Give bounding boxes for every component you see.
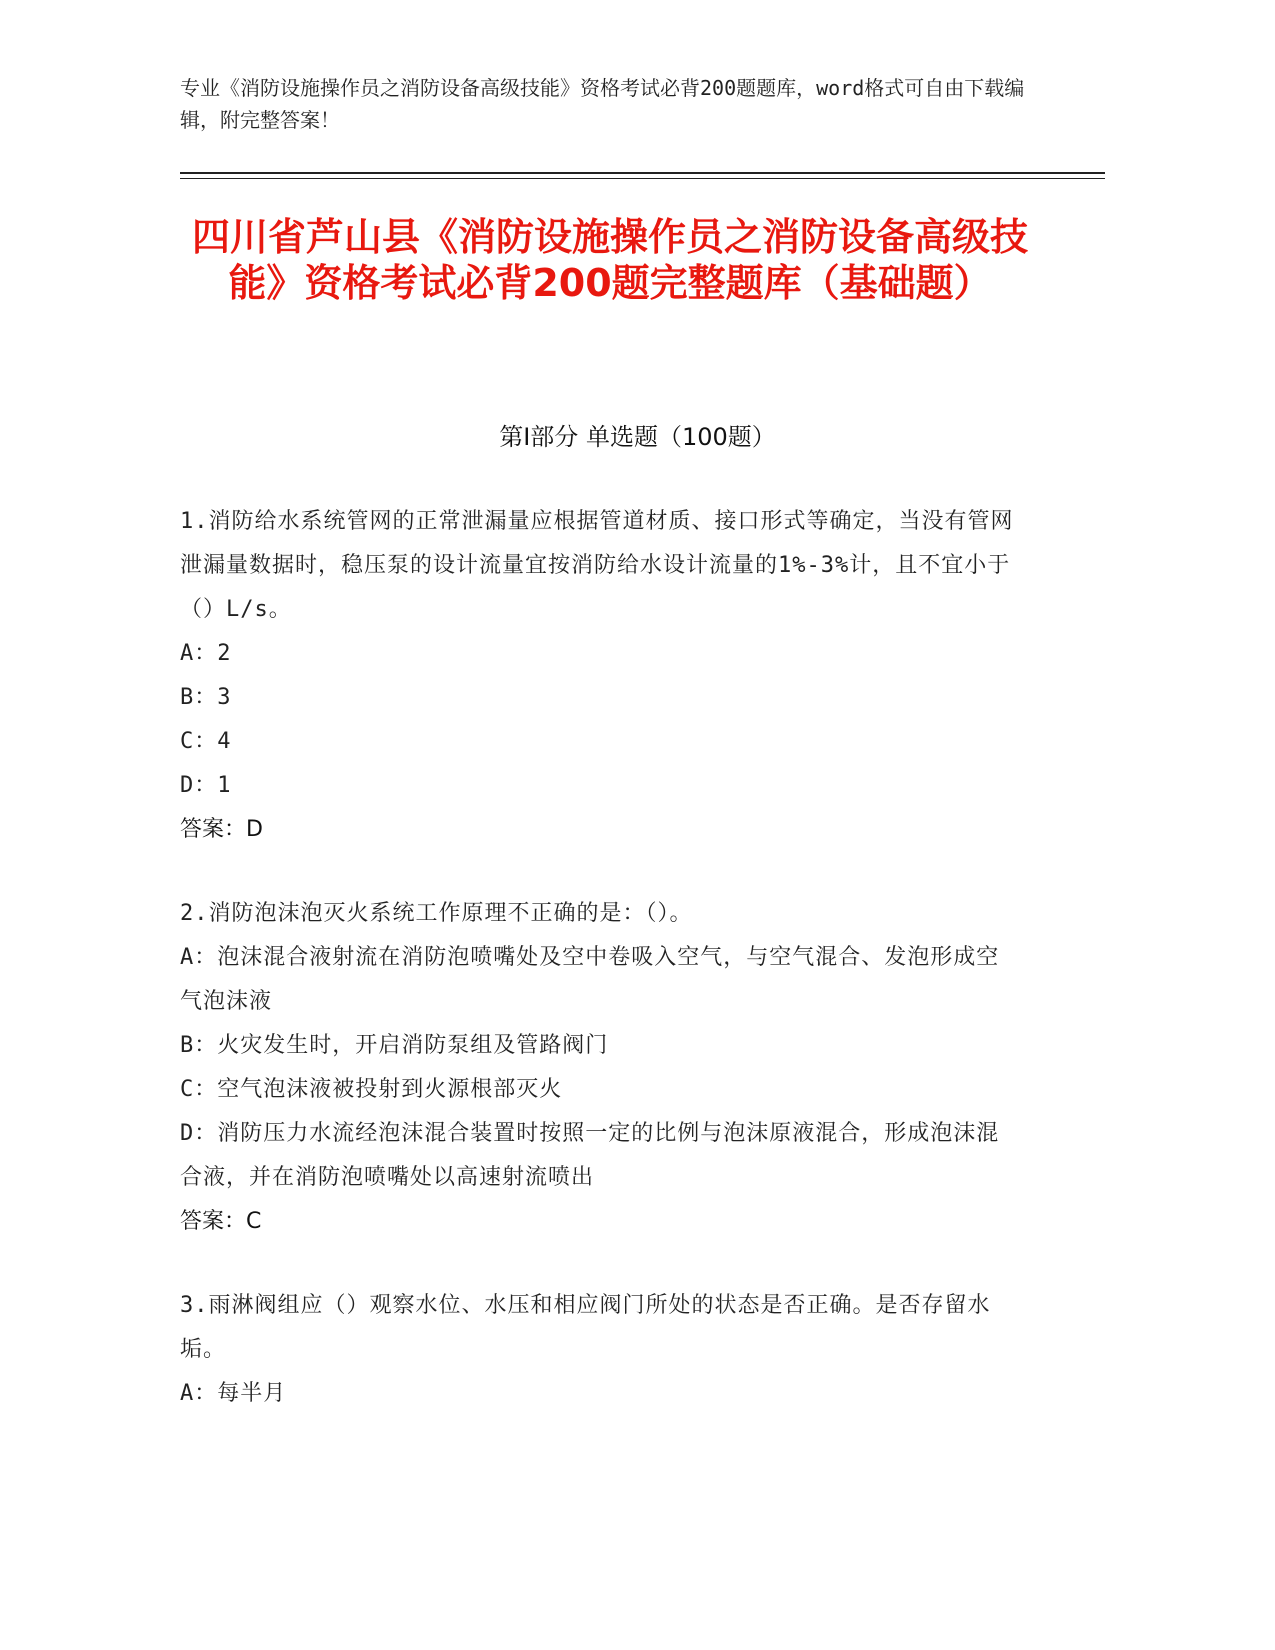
answer: 答案：C [180,1209,262,1234]
question-1 [180,500,1020,852]
option-d: D：1 [180,773,232,798]
document-title: 四川省芦山县《消防设施操作员之消防设备高级技能》资格考试必背200题完整题库（基础题） [191,215,1028,305]
option-b: B：3 [180,685,232,710]
answer: 答案：D [180,817,263,842]
question-2 [180,892,1020,1244]
section-heading: 第Ⅰ部分 单选题（100题） [499,423,776,451]
header-note: 专业《消防设施操作员之消防设备高级技能》资格考试必背200题题库，word格式可自由下载编辑，附完整答案！ [180,76,1025,132]
option-d: D：消防压力水流经泡沫混合装置时按照一定的比例与泡沫原液混合，形成泡沫混合液，并在消防泡喷嘴处以高速射流喷出 [180,1121,1000,1190]
option-c: C：空气泡沫液被投射到火源根部灭火 [180,1077,563,1102]
question-text: 3.雨淋阀组应（）观察水位、水压和相应阀门所处的状态是否正确。是否存留水垢。 [180,1293,991,1362]
header-rule-thick [180,172,1105,174]
option-a: A：2 [180,641,232,666]
option-b: B：火灾发生时，开启消防泵组及管路阀门 [180,1033,609,1058]
option-a: A：每半月 [180,1381,287,1406]
question-text: 1.消防给水系统管网的正常泄漏量应根据管道材质、接口形式等确定，当没有管网泄漏量数据时，稳压泵的设计流量宜按消防给水设计流量的1%-3%计，且不宜小于（）L/s。 [180,509,1014,622]
option-a: A：泡沫混合液射流在消防泡喷嘴处及空中卷吸入空气，与空气混合、发泡形成空气泡沫液 [180,945,1000,1014]
question-list [180,500,1020,1456]
question-3 [180,1284,1020,1416]
option-c: C：4 [180,729,232,754]
question-text: 2.消防泡沫泡灭火系统工作原理不正确的是：（）。 [180,901,693,926]
header-rule-thin [180,178,1105,179]
